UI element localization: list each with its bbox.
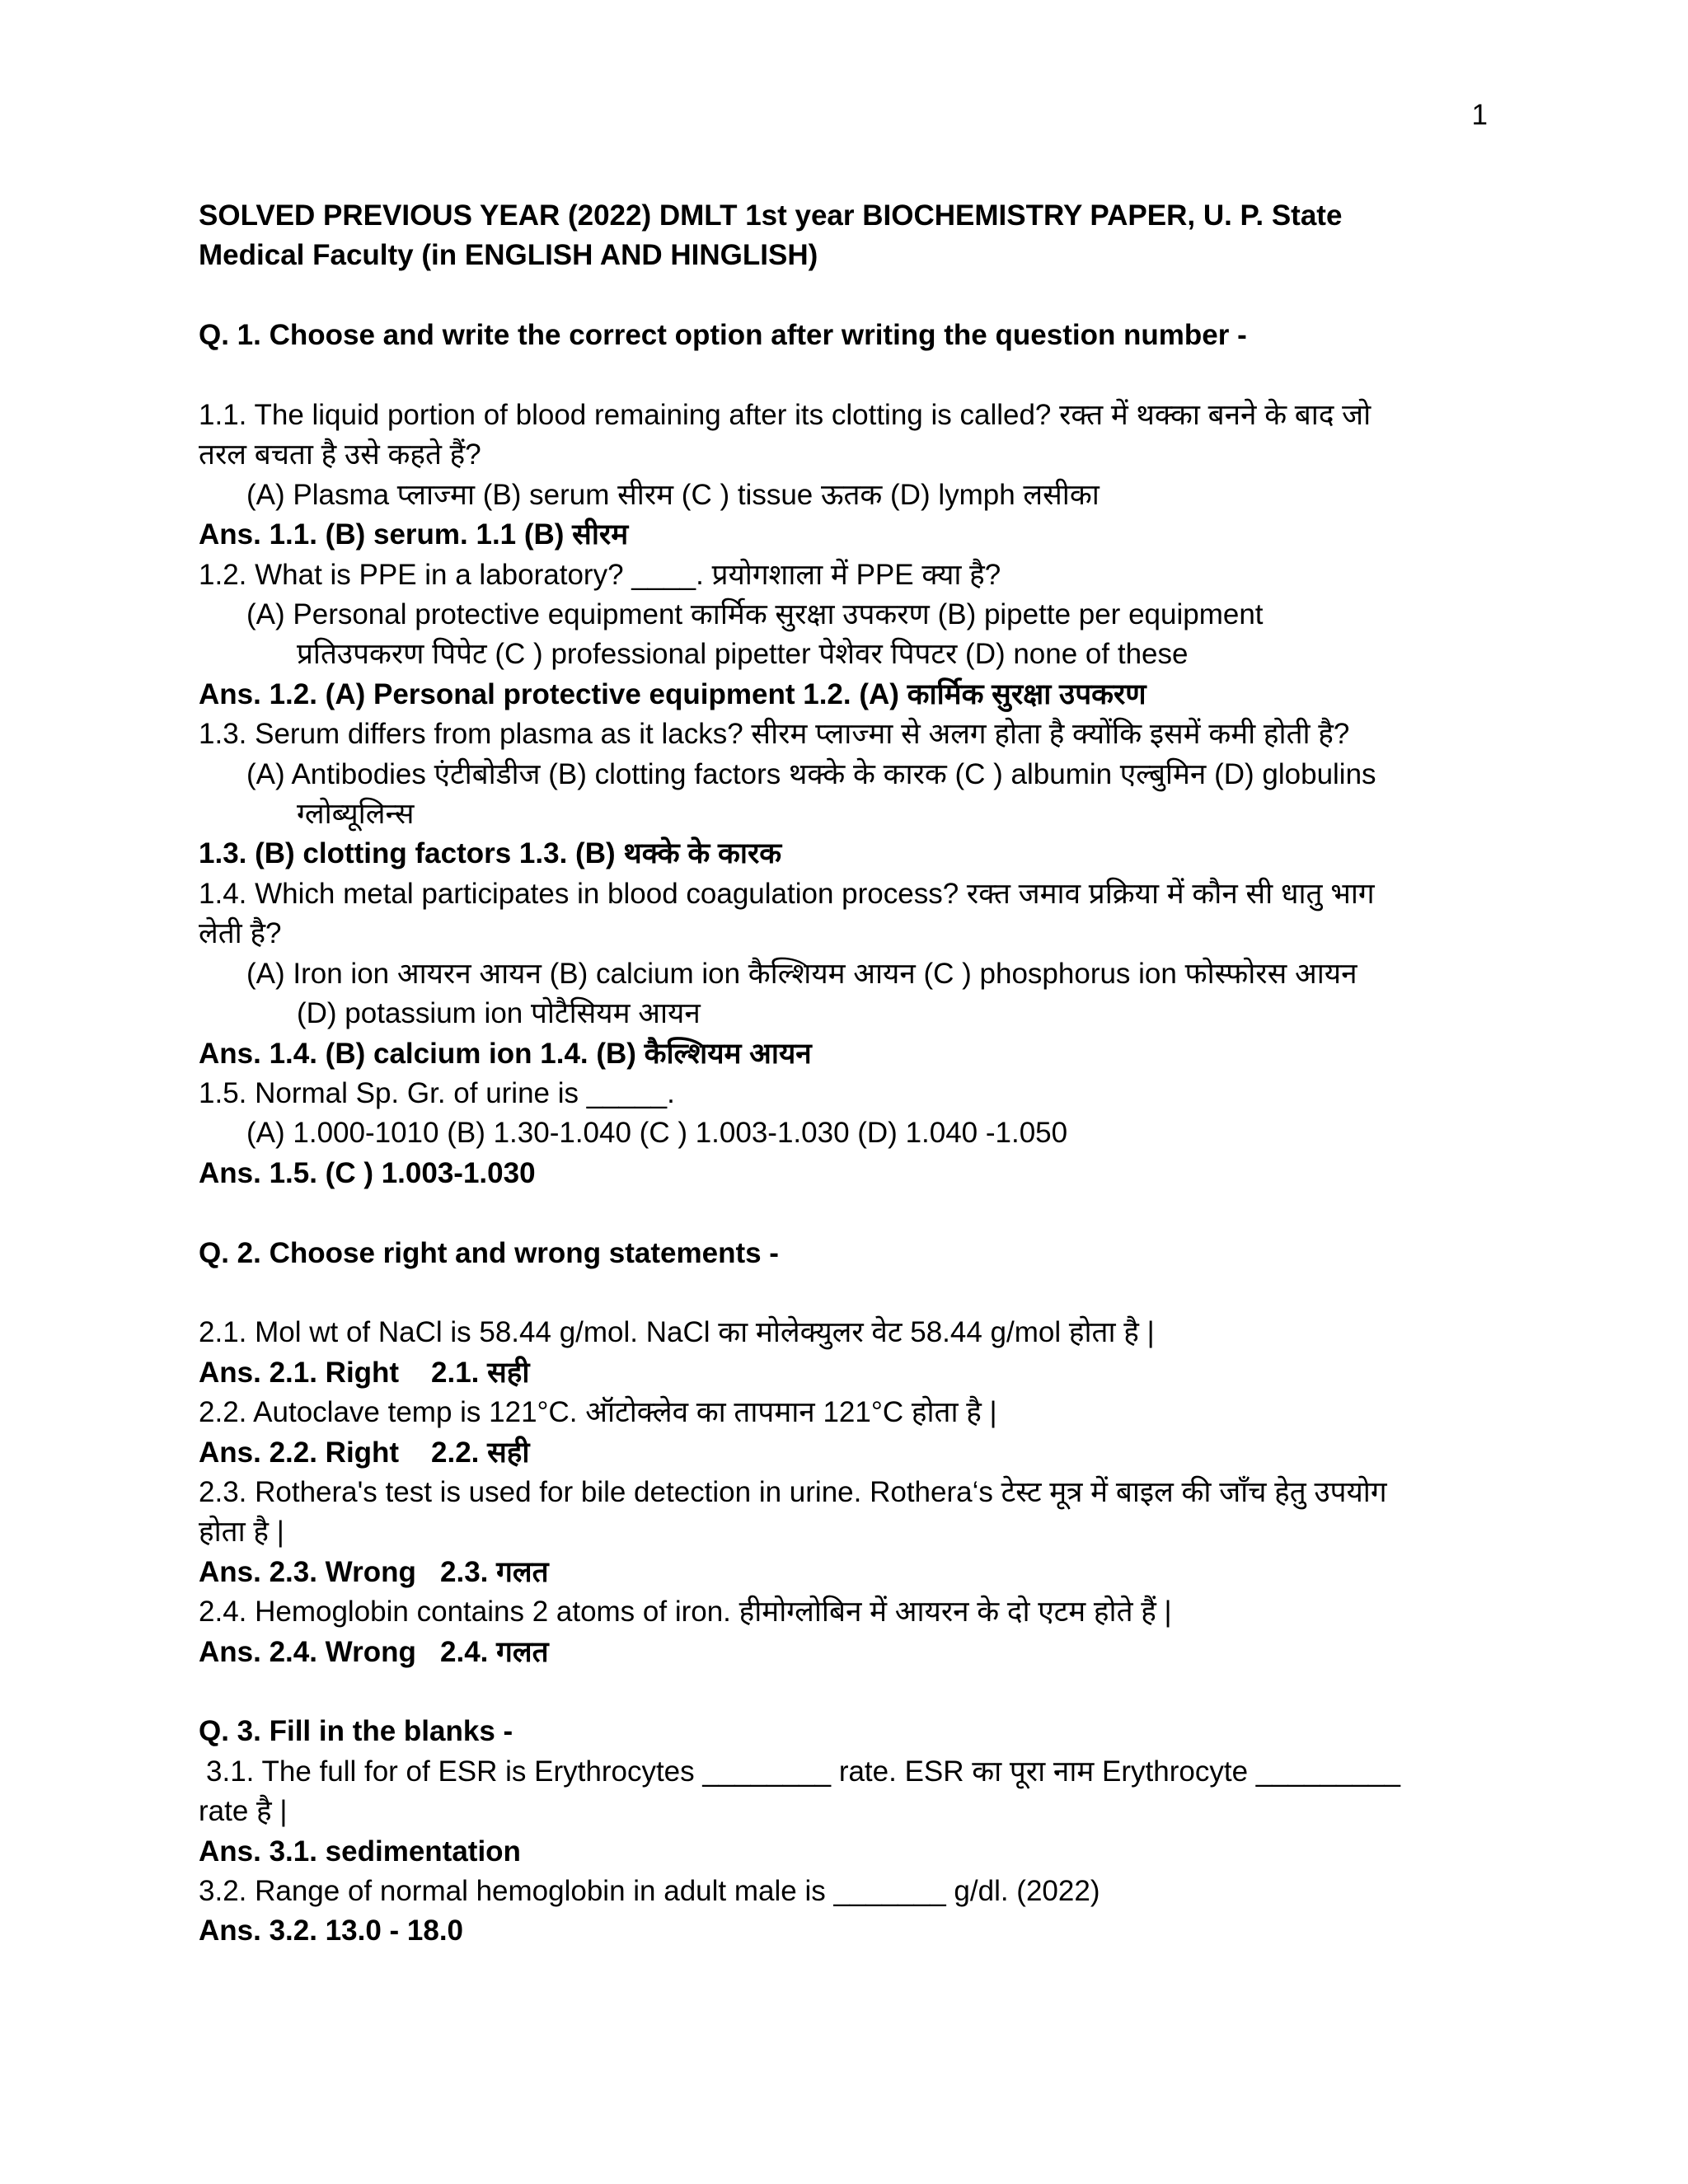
q1-1-answer: Ans. 1.1. (B) serum. 1.1 (B) सीरम [199,518,629,551]
q2-2-answer [199,1433,1501,1473]
q1-3-question: 1.3. Serum differs from plasma as it lacks? सीरम प्लाज्मा से अलग होता है क्योंकि इसमें कमी होती है? [199,718,1350,751]
q3-1-question-line-1: 3.1. The full for of ESR is Erythrocytes ________ rate. ESR का पूरा नाम Erythrocyte _________ [206,1755,1400,1788]
q2-4-answer-english: Ans. 2.4. Wrong [199,1635,416,1668]
q2-4-answer [199,1633,1501,1672]
q2-3-answer [199,1553,1501,1592]
q1-4-question-line-2: लेती है? [199,917,282,950]
q2-1-answer [199,1353,1501,1393]
q1-4-answer: Ans. 1.4. (B) calcium ion 1.4. (B) कैल्शियम आयन [199,1037,812,1070]
q2-3-answer-english: Ans. 2.3. Wrong [199,1555,416,1588]
q2-3-answer-hindi: 2.3. गलत [440,1555,549,1588]
q1-3-options-line-2: ग्लोब्यूलिन्स [297,798,415,831]
q1-4-options-line-2: (D) potassium ion पोटैसियम आयन [297,997,701,1030]
page-content [199,196,1501,1952]
q2-2-answer-english: Ans. 2.2. Right [199,1436,400,1469]
q2-1-answer-english: Ans. 2.1. Right [199,1356,400,1389]
q1-heading: Q. 1. Choose and write the correct option after writing the question number - [199,319,1247,352]
page-number: 1 [1471,99,1488,131]
q2-3-statement-line-1: 2.3. Rothera's test is used for bile detection in urine. Rothera‘s टेस्ट मूत्र में बाइल की जाँच हेतु उपयोग [199,1475,1387,1508]
q3-heading: Q. 3. Fill in the blanks - [199,1715,513,1748]
q2-3-statement-line-2: होता है | [199,1516,284,1549]
q1-5-options: (A) 1.000-1010 (B) 1.30-1.040 (C ) 1.003-1.030 (D) 1.040 -1.050 [246,1117,1068,1150]
q1-3-answer: 1.3. (B) clotting factors 1.3. (B) थक्के के कारक [199,837,782,870]
q3-2-answer: Ans. 3.2. 13.0 - 18.0 [199,1915,464,1947]
q1-2-options-line-2: प्रतिउपकरण पिपेट (C ) professional pipetter पेशेवर पिपटर (D) none of these [297,638,1189,671]
q1-4-question-line-1: 1.4. Which metal participates in blood coagulation process? रक्त जमाव प्रक्रिया में कौन सी धातु भाग [199,877,1375,910]
q2-4-answer-hindi: 2.4. गलत [440,1635,549,1668]
q1-1-question-line-2: तरल बचता है उसे कहते हैं? [199,438,481,471]
q1-2-options-line-1: (A) Personal protective equipment कार्मिक सुरक्षा उपकरण (B) pipette per equipment [246,598,1264,631]
document-title-line-2: Medical Faculty (in ENGLISH AND HINGLISH) [199,239,818,272]
q3-2-question: 3.2. Range of normal hemoglobin in adult male is _______ g/dl. (2022) [199,1874,1100,1907]
q1-1-options: (A) Plasma प्लाज्मा (B) serum सीरम (C ) tissue ऊतक (D) lymph लसीका [246,478,1100,511]
q1-2-question: 1.2. What is PPE in a laboratory? ____. प्रयोगशाला में PPE क्या है? [199,558,1001,591]
q1-1-question-line-1: 1.1. The liquid portion of blood remaining after its clotting is called? रक्त में थक्का बनने के बाद जो [199,399,1372,431]
q2-heading: Q. 2. Choose right and wrong statements - [199,1236,779,1269]
q2-1-statement: 2.1. Mol wt of NaCl is 58.44 g/mol. NaCl का मोलेक्युलर वेट 58.44 g/mol होता है | [199,1316,1155,1349]
q3-1-answer: Ans. 3.1. sedimentation [199,1835,521,1868]
q2-2-statement: 2.2. Autoclave temp is 121°C. ऑटोक्लेव का तापमान 121°C होता है | [199,1396,997,1429]
q1-5-answer: Ans. 1.5. (C ) 1.003-1.030 [199,1156,536,1189]
q1-4-options-line-1: (A) Iron ion आयरन आयन (B) calcium ion कैल्शियम आयन (C ) phosphorus ion फोस्फोरस आयन [246,957,1357,990]
q2-1-answer-hindi: 2.1. सही [431,1356,530,1389]
q2-4-statement: 2.4. Hemoglobin contains 2 atoms of iron. हीमोग्लोबिन में आयरन के दो एटम होते हैं | [199,1596,1172,1629]
q1-2-answer: Ans. 1.2. (A) Personal protective equipment 1.2. (A) कार्मिक सुरक्षा उपकरण [199,677,1146,710]
document-title-line-1: SOLVED PREVIOUS YEAR (2022) DMLT 1st year BIOCHEMISTRY PAPER, U. P. State [199,199,1343,232]
q3-1-question-line-2: rate है | [199,1795,288,1828]
q2-2-answer-hindi: 2.2. सही [431,1436,530,1469]
q1-5-question: 1.5. Normal Sp. Gr. of urine is _____. [199,1076,675,1109]
q1-3-options-line-1: (A) Antibodies एंटीबोडीज (B) clotting factors थक्के के कारक (C ) albumin एल्बुमिन (D) globulins [246,757,1376,790]
